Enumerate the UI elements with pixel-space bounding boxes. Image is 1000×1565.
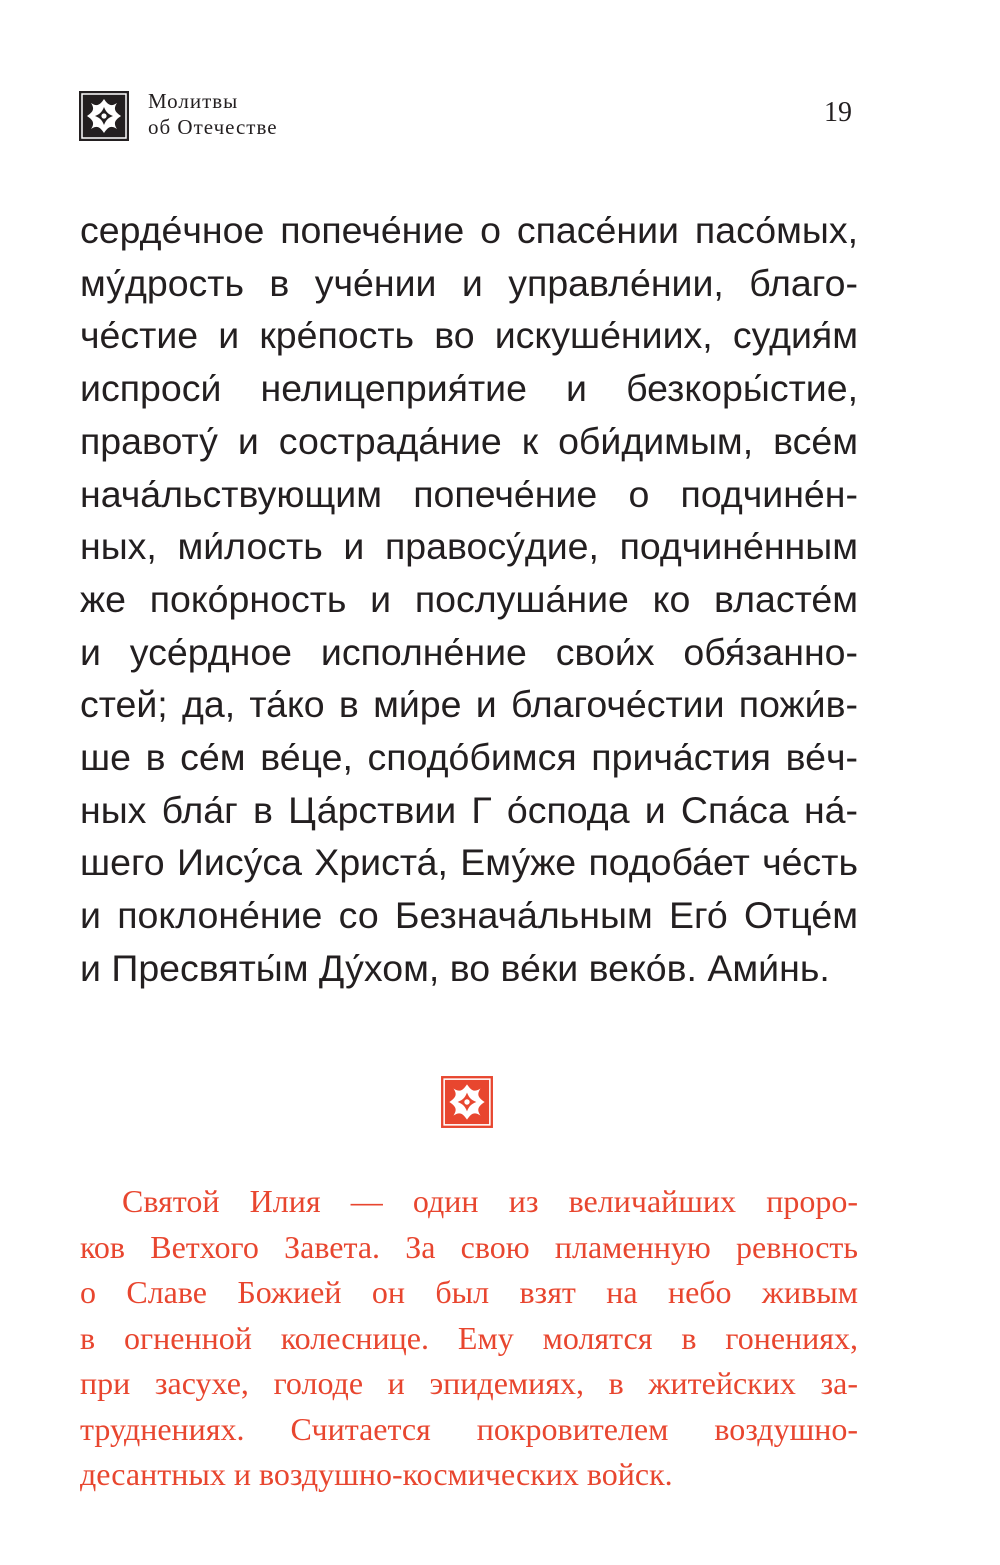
prayer-line: и Пресвяты́м Ду́хом, во ве́ки веко́в. Ами́нь. [80,946,830,989]
prayer-line: му́дрость в уче́нии и управле́нии, благо- [80,261,858,304]
book-title-line-2: об Отечестве [148,115,278,139]
prayer-line: и поклоне́ние со Безнача́льным Его́ Отце́м [80,894,858,937]
prayer-line: шего Иису́са Христа́, Ему́же подоба́ет че́сть [80,841,858,884]
note-line: труднениях. Считается покровителем воздушно- [80,1410,858,1447]
note-line: ков Ветхого Завета. За свою пламенную ревность [80,1228,858,1265]
prayer-line: ше в се́м ве́це, сподо́бимся прича́стия ве́ч- [80,736,858,779]
note-line: десантных и воздушно-космических войск. [80,1456,673,1492]
prayer-line: нача́льствующим попече́ние о подчине́н- [80,472,858,515]
prayer-line: же поко́рность и послуша́ние ко власте́м [80,577,858,620]
book-title [148,88,278,140]
note-line: при засухе, голоде и эпидемиях, в житейских за- [80,1365,858,1401]
prayer-line: правоту́ и сострада́ние к оби́димым, все́м [80,419,858,462]
prayer-text [80,204,858,995]
book-title-line-1: Молитвы [148,89,239,113]
note-line: Святой Илия — один из величайших проро- [122,1183,858,1219]
prayer-line: че́стие и кре́пость во искуше́ниих, судия́м [80,314,858,357]
prayer-line: ных, ми́лость и правосу́дие, подчине́нным [80,525,858,568]
prayer-line: серде́чное попече́ние о спасе́нии пасо́мых, [80,209,858,251]
cross-ornament-icon [78,90,130,142]
saint-note [80,1179,858,1498]
prayer-line: стей; да, та́ко в ми́ре и благоче́стии пожи́в- [80,683,858,726]
running-header [78,88,858,148]
prayer-line: испроси́ нелицеприя́тие и безкоры́стие, [80,367,858,410]
prayer-line: и усе́рдное исполне́ние свои́х обя́занно- [80,630,858,673]
note-line: в огненной колеснице. Ему молятся в гонениях, [80,1319,858,1356]
cross-ornament-icon [440,1075,494,1129]
page-number: 19 [824,97,852,128]
note-line: о Славе Божией он был взят на небо живым [80,1274,858,1310]
prayer-line: ных бла́г в Ца́рствии Г о́спода и Спа́са на́- [80,788,858,831]
